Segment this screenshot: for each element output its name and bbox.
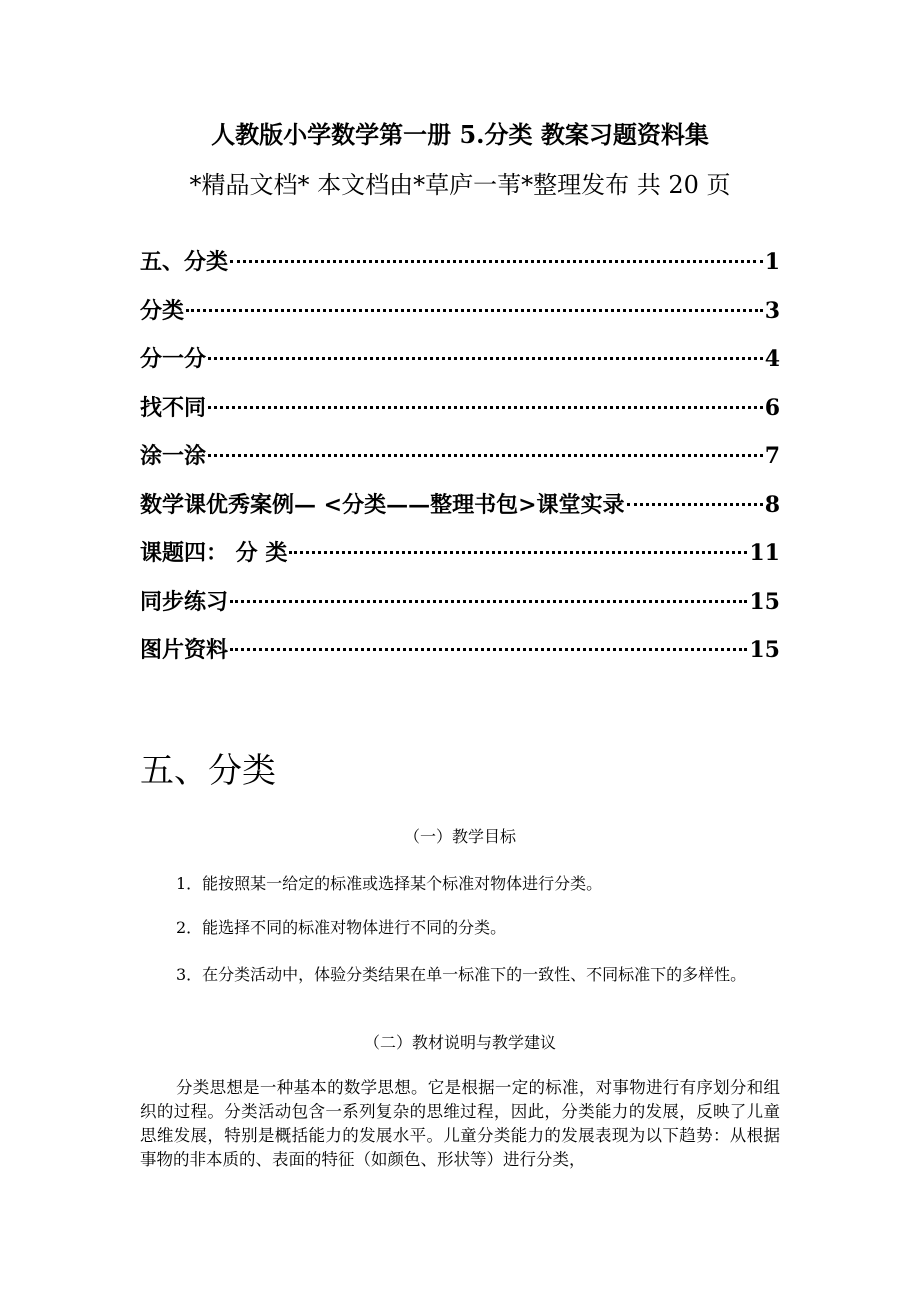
toc-entry[interactable] bbox=[140, 289, 780, 338]
toc-leader-dots bbox=[230, 622, 747, 651]
toc-entry-page: 4 bbox=[764, 346, 780, 372]
table-of-contents bbox=[140, 240, 780, 677]
toc-leader-dots bbox=[627, 477, 763, 506]
toc-entry-page: 15 bbox=[749, 637, 780, 663]
toc-entry-label: 数学课优秀案例— <分类——整理书包>课堂实录 bbox=[140, 491, 625, 518]
toc-leader-dots bbox=[289, 525, 747, 554]
toc-entry[interactable] bbox=[140, 580, 780, 629]
toc-entry-page: 7 bbox=[764, 443, 780, 469]
toc-leader-dots bbox=[208, 380, 763, 409]
toc-entry-label: 五、分类 bbox=[140, 249, 229, 275]
toc-entry-page: 15 bbox=[749, 588, 780, 615]
goal-item: 1．能按照某一给定的标准或选择某个标准对物体进行分类。 bbox=[176, 874, 603, 893]
toc-entry[interactable] bbox=[140, 337, 780, 386]
toc-entry-label: 图片资料 bbox=[140, 637, 229, 663]
toc-entry[interactable] bbox=[140, 531, 780, 580]
toc-leader-dots bbox=[230, 574, 747, 603]
toc-entry[interactable] bbox=[140, 240, 780, 289]
toc-entry-label: 课题四： 分 类 bbox=[140, 540, 288, 566]
subheading-material-notes: （二）教材说明与教学建议 bbox=[363, 1033, 556, 1052]
toc-entry-label: 同步练习 bbox=[140, 588, 229, 615]
document-subtitle: *精品文档* 本文档由*草庐一苇*整理发布 共 20 页 bbox=[189, 171, 731, 199]
toc-entry[interactable] bbox=[140, 434, 780, 483]
toc-leader-dots bbox=[186, 283, 763, 312]
toc-leader-dots bbox=[208, 331, 763, 360]
toc-entry-page: 8 bbox=[764, 491, 780, 518]
toc-entry-label: 找不同 bbox=[140, 394, 207, 421]
toc-entry[interactable] bbox=[140, 628, 780, 677]
toc-entry-page: 1 bbox=[764, 249, 780, 275]
toc-leader-dots bbox=[208, 428, 763, 457]
toc-entry-label: 分类 bbox=[140, 297, 185, 324]
toc-entry-label: 涂一涂 bbox=[140, 443, 207, 469]
toc-entry-page: 11 bbox=[749, 540, 780, 566]
toc-entry[interactable] bbox=[140, 483, 780, 532]
goal-item: 2．能选择不同的标准对物体进行不同的分类。 bbox=[176, 918, 507, 937]
body-paragraph: 分类思想是一种基本的数学思想。它是根据一定的标准，对事物进行有序划分和组织的过程。分类活动包含一系列复杂的思维过程，因此，分类能力的发展，反映了儿童思维发展，特别是概括能力的发展水平。儿童分类能力的发展表现为以下趋势：从根据事物的非本质的、表面的特征（如颜色、形状等）进行分类， bbox=[140, 1078, 780, 1169]
subheading-teaching-goals: （一）教学目标 bbox=[403, 827, 516, 846]
document-title: 人教版小学数学第一册 5.分类 教案习题资料集 bbox=[211, 120, 709, 149]
toc-leader-dots bbox=[230, 234, 763, 263]
toc-entry-page: 6 bbox=[764, 394, 780, 421]
toc-entry[interactable] bbox=[140, 386, 780, 435]
goal-item: 3．在分类活动中，体验分类结果在单一标准下的一致性、不同标准下的多样性。 bbox=[176, 965, 747, 984]
toc-entry-page: 3 bbox=[764, 297, 780, 324]
toc-entry-label: 分一分 bbox=[140, 346, 207, 372]
section-heading: 五、分类 bbox=[140, 751, 276, 791]
